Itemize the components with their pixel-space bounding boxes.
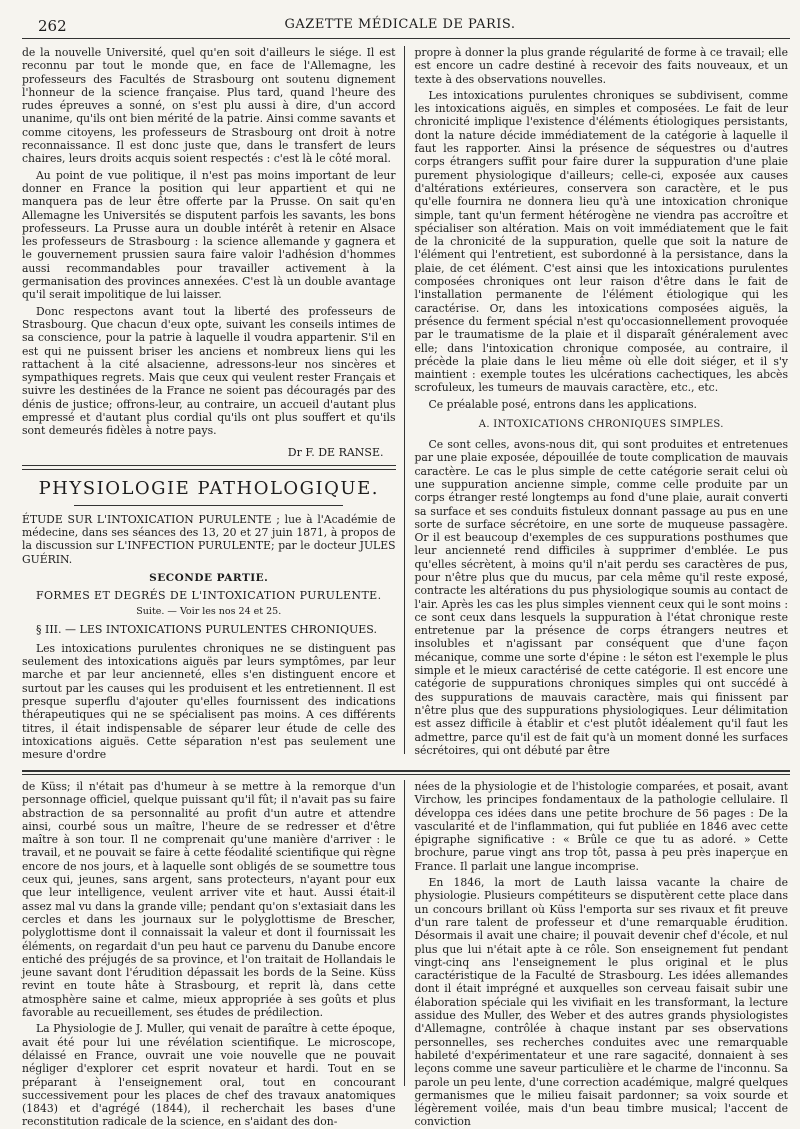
- subsection-heading: § III. — LES INTOXICATIONS PURULENTES CHRONIQUES.: [36, 622, 377, 636]
- bottom-left-paragraph-2: La Physiologie de J. Muller, qui venait de paraître à cette époque, avait été pour lui une révélation scientifique. Le microscope, délaissé en France, ouvrait une voie nouvelle que ne pouvait négliger d'explorer cet esprit novateur et hardi. Tout en se préparant à l'enseignement oral, tout en concourant successivement pour les places de chef des travaux anatomiques (1843) et d'agrégé (1844), il recherchait les bases d'une reconstitution radicale de la science, en s'aidant des don-: [22, 1022, 396, 1129]
- section-title: PHYSIOLOGIE PATHOLOGIQUE.: [38, 477, 379, 499]
- left-paragraph-1: de la nouvelle Université, quel qu'en soit d'ailleurs le siége. Il est reconnu par tout le monde que, en face de l'Allemagne, les professeurs des Facultés de Strasbourg ont soutenu dignement l'honneur de la science française. Plus tard, quand l'heure des rudes épreuves a sonné, on s'est plu aussi à dire, d'un accord unanime, qu'ils ont bien mérité de la patrie. Ainsi comme savants et comme citoyens, les professeurs de Strasbourg ont droit à notre reconnaissance. Il est donc juste que, dans le transfert de leurs chaires, leurs droits acquis soient respectés : c'est là le côté moral.: [22, 46, 396, 166]
- right-paragraph-3: Ce préalable posé, entrons dans les applications.: [428, 397, 697, 411]
- right-paragraph-2: Les intoxications purulentes chroniques se subdivisent, comme les intoxications aiguës, en simples et composées. Le fait de leur chronicité implique l'existence d'éléments étiologiques persistants, dont la nature décide immédiatement de la catégorie à laquelle il faut les rapporter. Ainsi la présence de séquestres ou d'autres corps étrangers suffit pour faire durer la suppuration d'une plaie purement physiologique d'ailleurs; celle-ci, exposée aux causes d'altérations extérieures, conservera son caractère, et le pus qu'elle fournira ne donnera lieu qu'à une intoxication chronique simple, tant qu'un ferment hétérogène ne viendra pas accroître et spécialiser son altération. Mais on voit immédiatement que le fait de la chronicité de la suppuration, quelle que soit la nature de l'élément qui l'entretient, est subordonné à la persistance, dans la plaie, de cet élément. C'est ainsi que les intoxications purulentes composées chroniques ont leur raison d'être dans le fait de l'installation permanente de l'élément étiologique qui les caractérise. Or, dans les intoxications composées aiguës, la présence du ferment spécial n'est qu'occasionnellement provoquée par le traumatisme de la plaie et il disparaît généralement avec elle; dans l'intoxication chronique composée, au contraire, il précède la plaie dans le lieu même où elle doit siéger, et il s'y maintient : exemple toutes les ulcérations cachectiques, les abcès scrofuleux, les tumeurs de mauvais caractère, etc., etc.: [414, 88, 788, 395]
- right-column: [405, 46, 789, 757]
- bottom-right-column: [405, 780, 789, 1129]
- right-paragraph-1: propre à donner la plus grande régularité de forme à ce travail; elle est encore un cadre destiné à recevoir des faits nouveaux, et un texte à des observations nouvelles.: [414, 46, 788, 86]
- journal-title: GAZETTE MÉDICALE DE PARIS.: [284, 17, 516, 32]
- feuilleton-rule-bottom: [22, 774, 790, 775]
- bottom-right-paragraph-1: nées de la physiologie et de l'histologie comparées, et posait, avant Virchow, les principes fondamentaux de la pathologie cellulaire. Il développa ces idées dans une petite brochure de 56 pages : De la vascularité et de l'inflammation, qui fut publiée en 1846 avec cette épigraphe significative : « Brûle ce que tu as adoré. » Cette brochure, parue vingt ans trop tôt, passa à peu près inaperçue en France. Il parlait une langue incomprise.: [414, 780, 788, 873]
- feuilleton-rule-top: [22, 770, 790, 772]
- left-column: [22, 46, 404, 762]
- lower-columns: [22, 780, 788, 1129]
- title-underline: [74, 505, 343, 506]
- forms-heading: FORMES ET DEGRÉS DE L'INTOXICATION PURULENTE.: [35, 588, 382, 602]
- study-title: ÉTUDE SUR L'INTOXICATION PURULENTE ; lue à l'Académie de médecine, dans ses séances des 13, 20 et 27 juin 1871, à propos de la discussion sur L'INFECTION PURULENTE; par le docteur JULES GUÉRIN.: [22, 512, 396, 566]
- upper-columns: [22, 46, 788, 762]
- page-number: 262: [38, 17, 67, 35]
- bottom-left-paragraph-1: de Küss; il n'était pas d'humeur à se mettre à la remorque d'un personnage officiel, quelque puissant qu'il fût; il n'avait pas su faire abstraction de sa personnalité au profit d'un autre et attendre ainsi, courbé sous un maître, l'heure de se redresser et d'être maître à son tour. Il ne comprenait qu'une manière d'arriver : le travail, et ne pouvait se faire à cette féodalité scientifique qui règne encore de nos jours, et à laquelle sont obligés de se soumettre tous ceux qui, jeunes, sans argent, sans protecteurs, n'ayant pour eux que leur intelligence, veulent arriver vite et haut. Aussi était-il assez mal vu dans la grande ville; pendant qu'on s'extasiait dans les cercles et dans les journaux sur le polyglottisme de Brescher, polyglottisme dont il connaissait la valeur et dont il fournissait les éléments, on regardait d'un peu haut ce parvenu du Danube encore entiché des préjugés de sa province, et l'on traitait de Hollandais le jeune savant dont l'érudition dépassait les bords de la Seine. Küss revint en toute hâte à Strasbourg, et reprit là, dans cette atmosphère saine et calme, mieux appropriée à ses goûts et plus favorable au recueillement, ses études de prédilection.: [22, 780, 396, 1020]
- signature: Dr F. DE RANSE.: [287, 445, 384, 459]
- left-paragraph-4: Les intoxications purulentes chroniques ne se distinguent pas seulement des intoxications aiguës par leurs symptômes, par leur marche et par leur ancienneté, elles s'en distinguent encore et surtout par les causes qui les produisent et les entretiennent. Il est presque superflu d'ajouter qu'elles fournissent des indications thérapeutiques qui ne se spécialisent pas moins. A ces différents titres, il était indispensable de séparer leur étude de celle des intoxications aiguës. Cette séparation n'est pas seulement une mesure d'ordre: [22, 641, 396, 762]
- page-header: [10, 0, 790, 38]
- right-paragraph-4: Ce sont celles, avons-nous dit, qui sont produites et entretenues par une plaie exposée, dépouillée de toute complication de mauvais caractère. Le cas le plus simple de cette catégorie serait celui où une suppuration ancienne simple, comme celle produite par un corps étranger resté longtemps au fond d'une plaie, aurait converti sa surface et ses conduits fistuleux donnant passage au pus en une sorte de surface sécrétoire, en une sorte de muqueuse passagère. Or il est beaucoup d'exemples de ces suppurations posthumes que leur ancienneté rend difficiles à supprimer d'emblée. Le pus qu'elles sécrètent, à moins qu'il n'ait perdu ses caractères de pus, pour n'être plus que du mucus, par cela même qu'il reste exposé, contracte les altérations du pus physiologique soumis au contact de l'air. Après les cas les plus simples viennent ceux qui le sont moins : ce sont ceux dans lesquels la suppuration à l'état chronique reste entretenue par la présence de corps étrangers neutres et insolubles et n'agissant par conséquent que d'une façon mécanique, comme une sorte d'épine : le séton est l'exemple le plus simple et le mieux caractérisé de cette catégorie. Il est encore une catégorie de suppurations chroniques simples qui ont succédé à des suppurations de mauvais caractère, mais qui finissent par n'être plus que des suppurations physiologiques. Leur délimitation est assez difficile à établir et c'est plutôt idéalement qu'il faut les admettre, parce qu'il est de fait qu'à un moment donné les surfaces sécrétoires, qui ont débuté par être: [414, 438, 788, 757]
- bottom-right-paragraph-2: En 1846, la mort de Lauth laissa vacante la chaire de physiologie. Plusieurs compétiteurs se disputèrent cette place dans un concours brillant où Küss l'emporta sur ses rivaux et fit preuve d'un rare talent de professeur et d'une remarquable érudition. Désormais il avait une chaire; il pouvait devenir chef d'école, et nul plus que lui n'était apte à ce rôle. Son enseignement fut pendant vingt-cinq ans l'enseignement le plus original et le plus caractéristique de la Faculté de Strasbourg. Les idées allemandes dont il était imprégné et auxquelles son cerveau faisait subir une élaboration spéciale qui les vivifiait en les transformant, la lecture assidue des Muller, des Weber et des autres grands physiologistes d'Allemagne, contrôlée à chaque instant par ses observations personnelles, ses recherches conduites avec une remarquable habileté d'expérimentateur et une rare sagacité, donnaient à ses leçons comme une saveur particulière et le charme de l'inconnu. Sa parole un peu lente, d'une correction académique, malgré quelques germanismes que le milieu faisait pardonner; sa voix sourde et légèrement voilée, mais d'un beau timbre musical; l'accent de conviction: [414, 876, 788, 1129]
- left-paragraph-2: Au point de vue politique, il n'est pas moins important de leur donner en France la position qui leur appartient et qui ne manquera pas de leur être offerte par la Prusse. On sait qu'en Allemagne les Universités se disputent parfois les savants, les bons professeurs. La Prusse aura un double intérêt à retenir en Alsace les professeurs de Strasbourg : la science allemande y gagnera et le gouvernement prussien saura faire valoir l'adhésion d'hommes aussi recommandables pour travailler activement à la germanisation des provinces annexées. C'est là un double avantage qu'il serait impolitique de lui laisser.: [22, 168, 396, 302]
- left-paragraph-3: Donc respectons avant tout la liberté des professeurs de Strasbourg. Que chacun d'eux opte, suivant les conseils intimes de sa conscience, pour la patrie à laquelle il voudra appartenir. S'il en est qui ne puissent briser les anciens et nombreux liens qui les rattachent à la cité alsacienne, adressons-leur nos sincères et sympathiques regrets. Mais que ceux qui veulent rester Français et suivre les destinées de la France ne soient pas découragés par des dénis de justice; offrons-leur, au contraire, un accueil d'autant plus empressé et d'autant plus cordial qu'ils ont plus souffert et qu'ils sont demeurés fidèles à notre pays.: [22, 304, 396, 438]
- chronic-simple-heading: A. INTOXICATIONS CHRONIQUES SIMPLES.: [478, 419, 724, 431]
- header-rule: [22, 38, 790, 39]
- suite-note: Suite. — Voir les nos 24 et 25.: [136, 605, 282, 617]
- section-separator: [22, 465, 396, 470]
- bottom-left-column: [22, 780, 404, 1129]
- part-heading: SECONDE PARTIE.: [149, 571, 269, 584]
